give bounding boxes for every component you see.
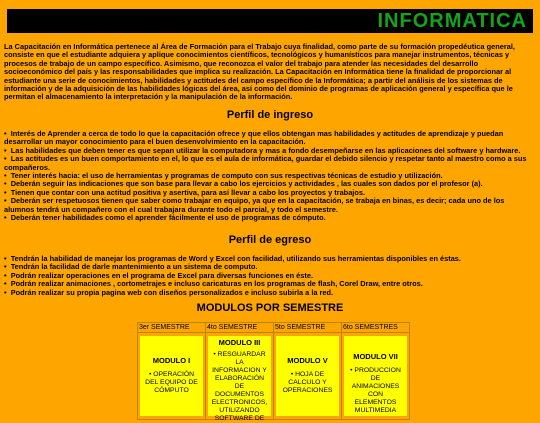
list-item: • Las habilidades que deben tener es que sepan utilizar la computadora y mas a fondo desempeñarse en las aplicaciones del software y hardware.	[4, 147, 536, 155]
module-item: • HOJA DE CALCULO Y OPERACIONES	[276, 371, 339, 395]
header-banner	[7, 9, 533, 33]
module-item: • OPERACIÓN DEL EQUIPO DE CÓMPUTO	[140, 371, 203, 395]
list-item: • Podrán realizar su propia pagina web con diseños personalizados e incluso subirla a la red.	[4, 289, 536, 297]
module-title: MODULO I	[152, 356, 191, 365]
list-item: • Tendrán la facilidad de darle mantenimiento a un sistema de computo.	[4, 263, 536, 271]
module-cell	[342, 333, 410, 420]
module-card	[344, 336, 407, 416]
perfil-egreso-heading: Perfil de egreso	[228, 234, 312, 246]
list-item: • Tendrán la habilidad de manejar los programas de Word y Excel con facilidad, utilizando sus herramientas disponibles en éstas.	[4, 255, 536, 263]
list-item: • Deberán tener habilidades como el aprender fácilmente el uso de programas de cómputo.	[4, 214, 536, 222]
semester-header: 6to SEMESTRES	[342, 323, 410, 333]
perfil-egreso-list	[4, 255, 536, 297]
module-card	[140, 336, 203, 416]
semester-header: 3er SEMESTRE	[138, 323, 206, 333]
intro-paragraph: La Capacitación en Informática pertenece al Área de Formación para el Trabajo cuya finalidad, como parte de su formación propedéutica general, consiste en que el estudiante adquiera y aplique conocimientos científicos, tecnológicos y humanísticos para manejar instrumentos, técnicas y procesos de trabajo de un campo específico. Asimismo, que reconozca el valor del trabajo para atender las necesidades del desarrollo socioeconómico del país y las responsabilidades que implica su realización. La Capacitación en Informática tiene la finalidad de proporcionar al estudiante una serie de conocimientos, habilidades y actitudes del campo específico de la Informática; a partir del análisis de los sistemas de información y de la adquisición de las habilidades lógicas del área, así como del dominio de programas de aplicación general y específica que le permitan el almacenamiento la interpretación y la manipulación de la información.	[4, 42, 515, 102]
semester-header-row	[138, 323, 410, 333]
module-title: MODULO VII	[353, 352, 398, 361]
list-item: • Tienen que contar con una actitud positiva y asertiva, para así llevar a cabo los proyectos y trabajos.	[4, 189, 536, 197]
perfil-ingreso-heading: Perfil de ingreso	[226, 109, 314, 121]
perfil-ingreso-list	[4, 130, 536, 222]
modules-table	[137, 322, 410, 420]
page-title: INFORMATICA	[377, 10, 527, 32]
semester-header: 4to SEMESTRE	[206, 323, 274, 333]
module-card	[276, 336, 339, 416]
list-item: • Deberán seguir las indicaciones que son base para llevar a cabo los ejercicios y actividades , las cuales son dados por el profesor (a).	[4, 180, 536, 188]
modulos-heading: MODULOS POR SEMESTRE	[196, 302, 344, 314]
list-item: • Deberán ser respetuosos tienen que saber como trabajar en equipo, ya que en la capacitación, se trabaja en binas, es decir; cada uno de los alumnos tendrá un compañero con el cual trabajara durante todo el parcial, y todo el semestre.	[4, 197, 536, 214]
module-card	[208, 336, 271, 422]
list-item: • Interés de Aprender a cerca de todo lo que la capacitación ofrece y que ellos obtengan mas habilidades y actitudes de aprendizaje y puedan desarrollar un mayor conocimiento para el buen desenvolvimiento en la capacitación.	[4, 130, 536, 147]
semester-header: 5to SEMESTRE	[274, 323, 342, 333]
module-title: MODULO V	[287, 356, 328, 365]
module-title: MODULO III	[218, 338, 261, 347]
module-item: • PRODUCCION DE ANIMACIONES CON ELEMENTOS MULTIMEDIA	[344, 367, 407, 415]
modules-row	[138, 333, 410, 420]
module-item: • RESGUARDAR LA INFORMACION Y ELABORACIÓN DE DOCUMENTOS ELECTRONICOS, UTILIZANDO SOFTWARE DE	[208, 351, 271, 423]
module-cell	[206, 333, 274, 420]
module-cell	[138, 333, 206, 420]
list-item: • Tener interés hacia: el uso de herramientas y programas de computo con sus respectivas técnicas de estudio y utilización.	[4, 172, 536, 180]
list-item: • Podrán realizar operaciones en el programa de Excel para diversas funciones en éste.	[4, 272, 536, 280]
list-item: • Podrán realizar animaciones , cortometrajes e incluso caricaturas en los programas de flash, Corel Draw, entre otros.	[4, 280, 536, 288]
module-cell	[274, 333, 342, 420]
list-item: • Las actitudes es un buen comportamiento en el, lo que es el aula de informática, guardar el debido silencio y respetar tanto al maestro como a sus compañeros.	[4, 155, 536, 172]
